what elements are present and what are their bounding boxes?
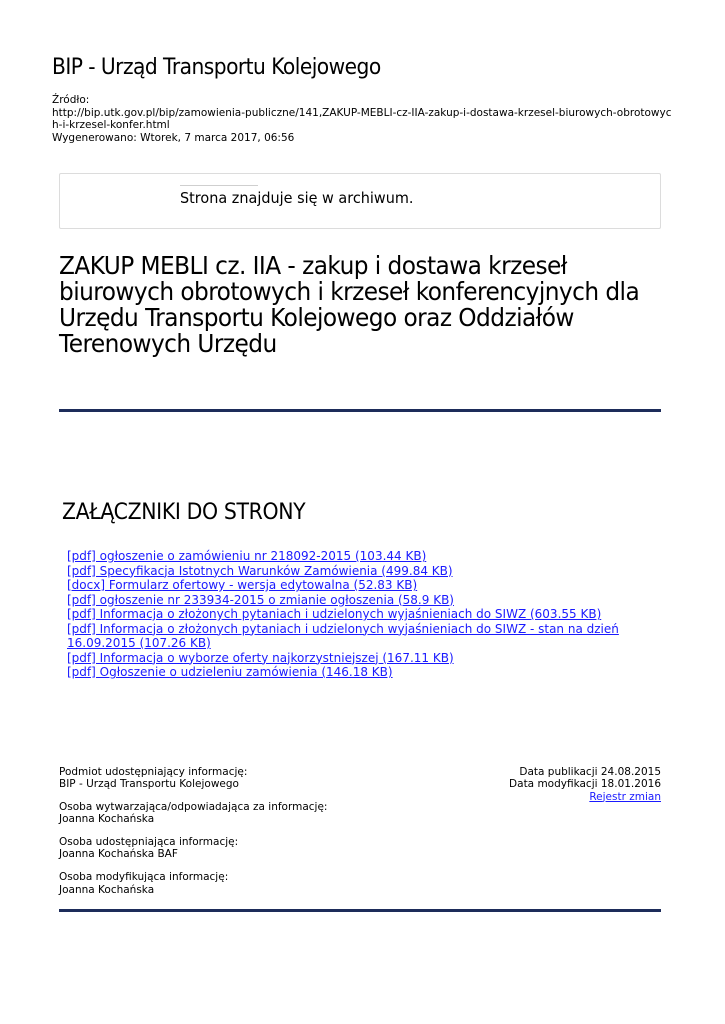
attachments-heading: ZAŁĄCZNIKI DO STRONY: [62, 500, 306, 525]
modifier-info: [59, 871, 379, 896]
source-url-line-1: http://bip.utk.gov.pl/bip/zamowienia-publiczne/141,ZAKUP-MEBLI-cz-IIA-zakup-i-dostawa-krzesel-biurowych-obrotowyc: [52, 106, 672, 119]
page-title: ZAKUP MEBLI cz. IIA - zakup i dostawa krzeseł biurowych obrotowych i krzeseł konferencyjnych dla Urzędu Transportu Kolejowego oraz Oddziałów Terenowych Urzędu: [59, 251, 640, 358]
source-meta: [52, 94, 672, 144]
list-item: [67, 665, 667, 680]
entity-value: BIP - Urząd Transportu Kolejowego: [59, 778, 239, 791]
attachment-link-4[interactable]: [pdf] ogłoszenie nr 233934-2015 o zmianie ogłoszenia (58.9 KB): [67, 592, 454, 607]
divider-bottom: [59, 909, 661, 912]
footer-info: [59, 766, 379, 906]
list-item: [67, 549, 667, 564]
archive-divider: [180, 185, 258, 186]
attachment-link-2[interactable]: [pdf] Specyfikacja Istotnych Warunków Zamówienia (499.84 KB): [67, 563, 453, 578]
list-item: [67, 651, 667, 666]
list-item: [67, 578, 667, 593]
source-label: Źródło:: [52, 94, 90, 106]
changelog-link[interactable]: Rejestr zmian: [589, 790, 661, 803]
entity-label: Podmiot udostępniający informację:: [59, 766, 248, 778]
publisher-info: [59, 836, 379, 861]
attachment-link-3[interactable]: [docx] Formularz ofertowy - wersja edytowalna (52.83 KB): [67, 578, 418, 592]
publisher-value: Joanna Kochańska BAF: [59, 848, 178, 861]
modifier-label: Osoba modyfikująca informację:: [59, 871, 229, 884]
author-value: Joanna Kochańska: [59, 813, 155, 826]
list-item: [67, 564, 667, 579]
site-title: BIP - Urząd Transportu Kolejowego: [52, 55, 381, 80]
archive-notice-text: Strona znajduje się w archiwum.: [180, 189, 414, 207]
attachment-link-5[interactable]: [pdf] Informacja o złożonych pytaniach i udzielonych wyjaśnieniach do SIWZ (603.55 KB): [67, 607, 602, 621]
attachment-link-8[interactable]: [pdf] Ogłoszenie o udzieleniu zamówienia (146.18 KB): [67, 665, 393, 679]
author-info: [59, 801, 379, 826]
entity-info: [59, 766, 379, 791]
modification-date: Data modyfikacji 18.01.2016: [509, 778, 661, 791]
footer-dates: [401, 766, 661, 803]
divider-top: [59, 409, 661, 412]
author-label: Osoba wytwarzająca/odpowiadająca za informację:: [59, 801, 328, 814]
list-item: [67, 607, 667, 622]
attachment-link-7[interactable]: [pdf] Informacja o wyborze oferty najkorzystniejszej (167.11 KB): [67, 650, 454, 665]
modifier-value: Joanna Kochańska: [59, 883, 155, 896]
attachments-list: [67, 549, 667, 680]
source-url-line-2: h-i-krzesel-konfer.html: [52, 119, 170, 131]
attachment-link-1[interactable]: [pdf] ogłoszenie o zamówieniu nr 218092-2015 (103.44 KB): [67, 549, 427, 563]
list-item: [67, 593, 667, 608]
publisher-label: Osoba udostępniająca informację:: [59, 836, 239, 849]
archive-notice: [59, 173, 661, 229]
attachment-link-6[interactable]: [pdf] Informacja o złożonych pytaniach i udzielonych wyjaśnieniach do SIWZ - stan na dzień 16.09.2015 (107.26 KB): [67, 621, 619, 650]
publication-date: Data publikacji 24.08.2015: [519, 766, 661, 778]
list-item: [67, 622, 667, 651]
generated-timestamp: Wygenerowano: Wtorek, 7 marca 2017, 06:56: [52, 131, 295, 144]
